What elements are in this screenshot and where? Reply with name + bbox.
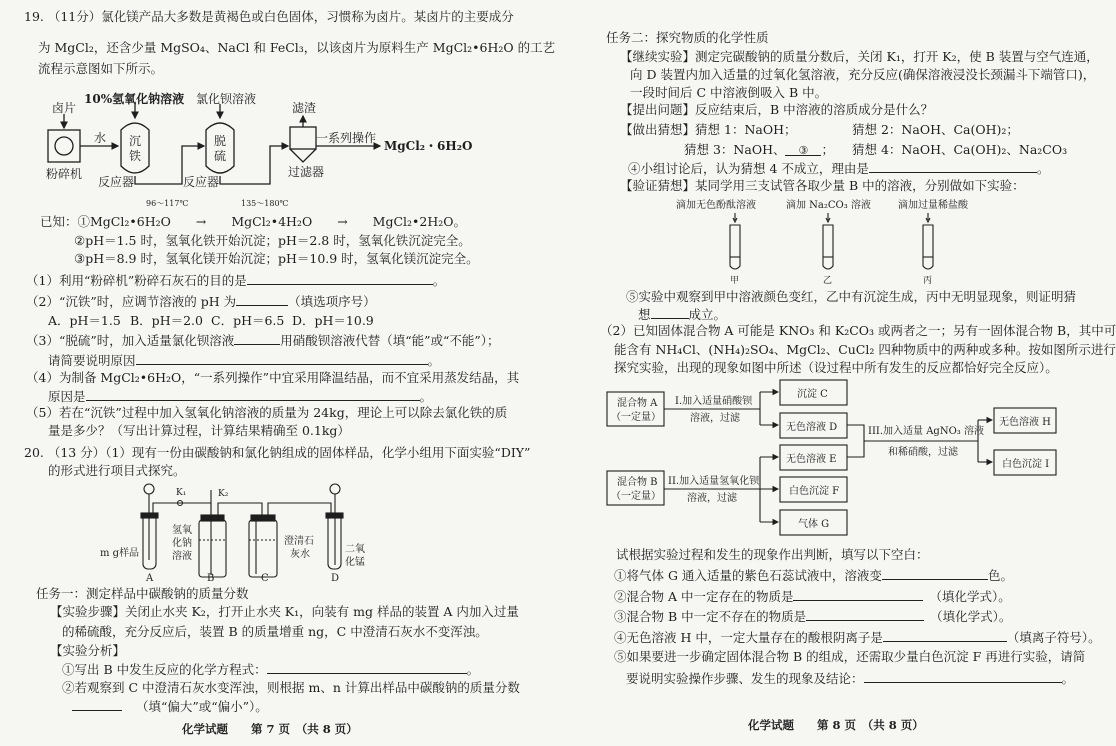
q19-sub3-reason-end: 。 [427, 353, 441, 368]
label-naoh-3: 溶液 [172, 551, 192, 562]
guess-2: 猜想 2：NaOH、Ca(OH)₂； [852, 122, 1019, 137]
label-naoh-solution: 10%氢氧化钠溶液 [84, 92, 185, 106]
answer-blank[interactable] [882, 567, 988, 580]
q19-sub2-text: （2）“沉铁”时，应调节溶液的 pH 为 [26, 294, 237, 309]
fill-3-end: （填化学式）。 [930, 609, 1012, 624]
step-2-line1: II.加入适量氢氧化钡 [668, 476, 760, 487]
step-3-line2: 和稀硝酸，过滤 [888, 447, 958, 458]
tube-1-reagent: 滴加无色酚酞溶液 [676, 200, 756, 211]
task2-title: 任务二：探究物质的化学性质 [606, 30, 769, 45]
label-product: MgCl₂・6H₂O [384, 139, 473, 153]
known-3: ③pH＝8.9 时，氢氧化镁开始沉淀；pH＝10.9 时，氢氧化镁沉淀完全。 [74, 251, 479, 266]
part2-line1: （2）已知固体混合物 A 可能是 KNO₃ 和 K₂CO₃ 或两者之一；另有一固体混合物 B，其中可 [600, 323, 1116, 338]
verify-line: 【验证猜想】某同学用三支试管各取少量 B 中的溶液，分别做如下实验： [620, 178, 1025, 193]
analysis-2-end: （填“偏大”或“偏小”）。 [136, 699, 268, 714]
option-c: C．pH＝6.5 [211, 313, 285, 328]
analysis-1-end: 。 [466, 662, 480, 677]
label-mno2-1: 二氧 [345, 544, 365, 555]
label-crusher: 粉碎机 [46, 167, 83, 181]
answer-blank[interactable] [864, 670, 1062, 683]
box-precipitate-f: 白色沉淀 F [789, 486, 840, 497]
analysis-2: ②若观察到 C 中澄清石灰水变浑浊，则根据 m、n 计算出样品中碳酸钠的质量分数 [62, 680, 520, 695]
label-a: A [146, 573, 154, 584]
guess4-reason-end: 。 [1036, 161, 1050, 176]
fill-3 [614, 608, 1011, 625]
fill-4-end: （填离子符号）。 [1006, 630, 1101, 645]
label-desulfurization-b: 硫 [214, 149, 227, 163]
q19-sub5: （5）若在“沉铁”过程中加入氢氧化钠溶液的质量为 24kg，理论上可以除去氯化铁的质 [26, 405, 508, 420]
label-k1: K₁ [176, 488, 187, 498]
fill-1 [614, 567, 1013, 584]
q19-stem-line3: 流程示意图如下所示。 [38, 61, 164, 76]
steps-line2: 的稀硫酸，充分反应后，装置 B 的质量增重 ng，C 中澄清石灰水不变浑浊。 [62, 624, 488, 639]
box-solution-e: 无色溶液 E [786, 454, 837, 465]
label-filter-residue: 滤渣 [292, 101, 317, 115]
q20-stem-line2: 的形式进行项目式探究。 [48, 463, 186, 478]
answer-blank[interactable] [267, 661, 467, 674]
label-k2: K₂ [218, 489, 229, 499]
fill-5-text: 要说明实验操作步骤、发生的现象及结论： [626, 671, 864, 686]
analysis-1 [62, 661, 479, 678]
footer-page-7: 化学试题 第 7 页 （共 8 页） [182, 722, 358, 736]
q20-stem-line1: 20. （13 分）（1）现有一份由碳酸钠和氯化钠组成的固体样品，化学小组用下面实验“DIY” [24, 445, 531, 460]
fill-intro: 试根据实验过程和发生的现象作出判断，填写以下空白： [616, 547, 929, 562]
guess-3-end: ； [821, 142, 834, 157]
mixture-a-label: 混合物 A [617, 398, 658, 409]
label-mno2-2: 化锰 [345, 557, 365, 568]
q19-sub4-reason: 原因是 [48, 389, 86, 404]
continue-line1: 【继续实验】测定完碳酸钠的质量分数后，关闭 K₁，打开 K₂，使 B 装置与空气连通， [620, 49, 1099, 64]
label-halide: 卤片 [52, 101, 77, 115]
observation-line1: ⑤实验中观察到甲中溶液颜色变红，乙中有沉淀生成，丙中无明显现象，则证明猜 [626, 289, 1077, 304]
fill-5-line2 [626, 670, 1074, 687]
label-reactor-2: 反应器 [183, 175, 220, 189]
q19-sub3-text: （3）“脱硫”时，加入适量氯化钡溶液 [26, 333, 235, 348]
fill-1-end: 色。 [987, 568, 1013, 583]
q19-sub3-end: 用硝酸钡溶液代替（填“能”或“不能”）； [280, 333, 500, 348]
q19-sub4: （4）为制备 MgCl₂•6H₂O，“一系列操作”中宜采用降温结晶，而不宜采用蒸发结晶，其 [26, 370, 520, 385]
guess4-reason-text: ④小组讨论后，认为猜想 4 不成立，理由是 [628, 161, 869, 176]
analysis-2-line2 [72, 698, 268, 715]
q19-stem-line2: 为 MgCl₂，还含少量 MgSO₄、NaCl 和 FeCl₃，以该卤片为原料生产 MgCl₂•6H₂O 的工艺 [38, 40, 556, 55]
q19-sub5-line2: 量是多少？（写出计算过程，计算结果精确至 0.1kg） [48, 423, 350, 438]
fill-5: ⑤如果要进一步确定固体混合物 B 的组成，还需取少量白色沉淀 F 再进行实验，请简 [614, 649, 1086, 664]
tube-2-reagent: 滴加 Na₂CO₃ 溶液 [786, 200, 871, 211]
answer-blank[interactable] [793, 588, 923, 601]
option-d: D．pH＝10.9 [292, 313, 374, 328]
label-limewater-2: 灰水 [290, 549, 310, 560]
label-desulfurization-a: 脱 [214, 134, 227, 148]
q19-stem-line1: 19. （11分）氯化镁产品大多数是黄褐色或白色固体，习惯称为卤片。某卤片的主要成分 [24, 9, 514, 24]
observation-text: 想 [638, 307, 651, 322]
label-sample: m g样品 [100, 548, 140, 559]
label-limewater-1: 澄清石 [284, 536, 314, 547]
answer-blank[interactable] [72, 698, 122, 711]
label-iron-removal-b: 铁 [129, 149, 142, 163]
fill-5-end: 。 [1061, 671, 1075, 686]
tube-3-reagent: 滴加过量稀盐酸 [898, 200, 968, 211]
part2-line3: 探究实验，出现的现象如图中所述（设过程中所有发生的反应都恰好完全反应）。 [614, 360, 1058, 375]
option-b: B．pH＝2.0 [130, 313, 203, 328]
label-filter: 过滤器 [288, 165, 325, 179]
known-equation: 已知：①MgCl₂•6H₂O → MgCl₂•4H₂O → MgCl₂•2H₂O。 [40, 214, 467, 229]
guess-3-text: 猜想 3：NaOH、 [684, 142, 786, 157]
mixture-a-amount: （一定量） [611, 412, 661, 423]
label-c: C [261, 573, 269, 584]
continue-line2: 向 D 装置内加入适量的过氧化氢溶液，充分反应(确保溶液浸没长颈漏斗下端管口)， [630, 67, 1096, 82]
tube-1-label: 甲 [730, 276, 740, 286]
fill-2-text: ②混合物 A 中一定存在的物质是 [614, 589, 794, 604]
label-series-operations: 一系列操作 [316, 131, 377, 145]
analysis-1-text: ①写出 B 中发生反应的化学方程式： [62, 662, 267, 677]
label-naoh-1: 氢氧 [172, 525, 192, 536]
label-b: B [207, 573, 215, 584]
q19-sub2-end: （填选项序号） [288, 294, 376, 309]
q19-sub4-end: 。 [419, 389, 433, 404]
step-1-line1: I.加入适量硝酸钡 [675, 396, 753, 407]
tube-3-label: 丙 [923, 276, 933, 286]
fill-2 [614, 588, 1011, 605]
label-naoh-2: 化钠 [172, 538, 192, 549]
question-line: 【提出问题】反应结束后，B 中溶液的溶质成分是什么？ [620, 102, 934, 117]
step-2-line2: 溶液，过滤 [687, 493, 737, 504]
label-bacl2-solution: 氯化钡溶液 [196, 92, 257, 106]
analysis-label: 【实验分析】 [50, 643, 126, 658]
box-solution-h: 无色溶液 H [999, 417, 1051, 428]
box-precipitate-i: 白色沉淀 I [1002, 459, 1050, 470]
answer-blank[interactable] [806, 608, 924, 621]
label-d: D [331, 573, 340, 584]
guess-4: 猜想 4：NaOH、Ca(OH)₂、Na₂CO₃ [852, 142, 1068, 157]
box-solution-d: 无色溶液 D [786, 422, 838, 433]
label-iron-removal-a: 沉 [129, 134, 142, 148]
step-1-line2: 溶液，过滤 [690, 413, 740, 424]
fill-1-text: ①将气体 G 通入适量的紫色石蕊试液中，溶液变 [614, 568, 882, 583]
steps-line1: 【实验步骤】关闭止水夹 K₂，打开止水夹 K₁，向装有 mg 样品的装置 A 内加入过量 [50, 604, 519, 619]
box-gas-g: 气体 G [798, 519, 830, 530]
fill-4-text: ④无色溶液 H 中，一定大量存在的酸根阴离子是 [614, 630, 883, 645]
fill-3-text: ③混合物 B 中一定不存在的物质是 [614, 609, 807, 624]
q19-sub1-end: 。 [432, 273, 446, 288]
q19-sub3-reason: 请简要说明原因 [48, 353, 136, 368]
label-water: 水 [94, 131, 107, 145]
observation-end: 成立。 [688, 307, 727, 322]
answer-blank[interactable] [883, 629, 1007, 642]
step-3-line1: III.加入适量 AgNO₃ 溶液 [868, 426, 984, 437]
condition-temp-1: 96～117℃ [146, 199, 189, 208]
tube-2-label: 乙 [823, 276, 833, 286]
fill-4 [614, 629, 1101, 646]
continue-line3: 一段时间后 C 中溶液倒吸入 B 中。 [630, 85, 828, 100]
known-2: ②pH＝1.5 时，氢氧化铁开始沉淀；pH＝2.8 时，氢氧化铁沉淀完全。 [74, 233, 471, 248]
answer-blank-3[interactable]: ③ [785, 143, 821, 156]
mixture-b-label: 混合物 B [617, 477, 658, 488]
task1-title: 任务一：测定样品中碳酸钠的质量分数 [36, 586, 249, 601]
footer-page-8: 化学试题 第 8 页 （共 8 页） [748, 718, 924, 732]
part2-line2: 能含有 NH₄Cl、(NH₄)₂SO₄、MgCl₂、CuCl₂ 四种物质中的两种或多种。按如图所示进行 [614, 342, 1116, 357]
label-reactor-1: 反应器 [98, 175, 135, 189]
guess-label: 【做出猜想】 [620, 122, 696, 137]
condition-temp-2: 135～180℃ [241, 199, 289, 208]
option-a: A．pH＝1.5 [48, 313, 121, 328]
q19-sub1-text: （1）利用“粉碎机”粉碎石灰石的目的是 [26, 273, 247, 288]
box-precipitate-c: 沉淀 C [797, 389, 828, 400]
mixture-b-amount: （一定量） [611, 491, 661, 502]
fill-2-end: （填化学式）。 [929, 589, 1011, 604]
guess-1: 猜想 1：NaOH； [695, 122, 797, 137]
